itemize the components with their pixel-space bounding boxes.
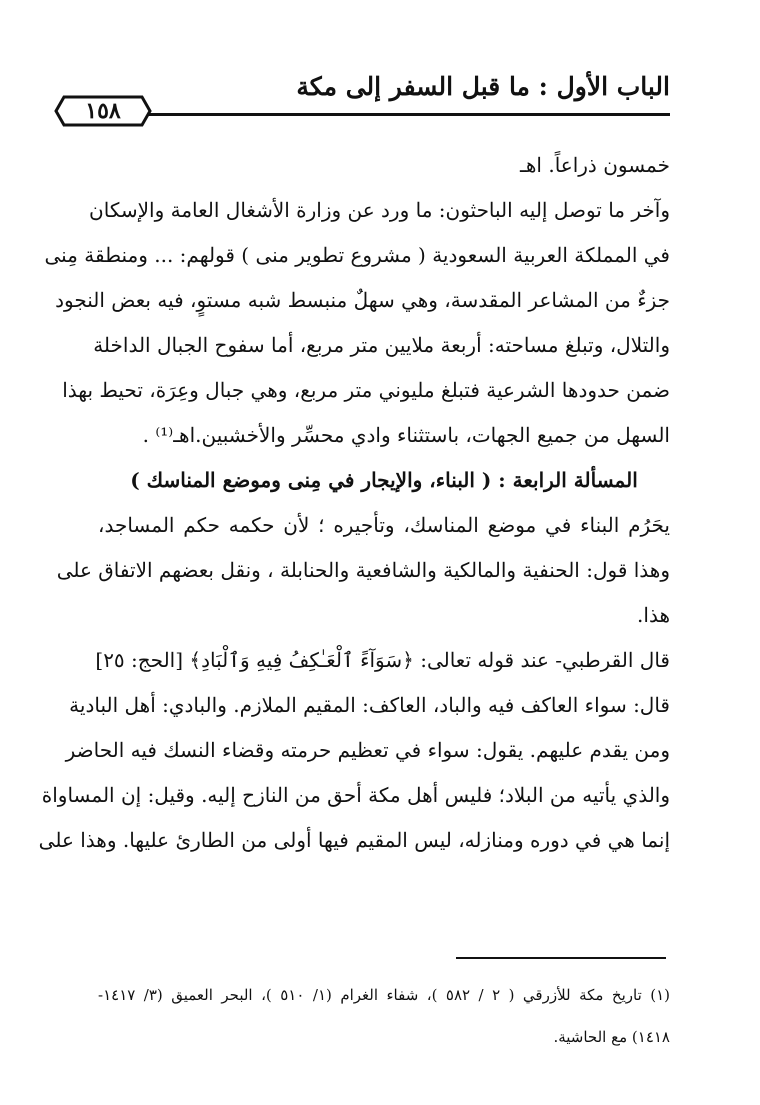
text-line: ضمن حدودها الشرعية فتبلغ مليوني متر مربع، وهي جبال وعِرَة، تحيط بهذا: [62, 378, 670, 402]
text-line: والذي يأتيه من البلاد؛ فليس أهل مكة أحق من النازح إليه. وقيل: إن المساواة: [41, 783, 670, 807]
section-heading: المسألة الرابعة : ( البناء، والإيجار في مِنى وموضع المناسك ): [130, 468, 638, 492]
text-line: وهذا قول: الحنفية والمالكية والشافعية والحنابلة ، ونقل بعضهم الاتفاق على: [56, 558, 670, 582]
text-line: خمسون ذراعاً. اهـ: [520, 153, 670, 177]
main-text: [38, 143, 670, 863]
text-line: السهل من جميع الجهات، باستثناء وادي محسِّر والأخشبين.اهـ⁽¹⁾ .: [142, 423, 670, 447]
text-line: جزءٌ من المشاعر المقدسة، وهي سهلٌ منبسط شبه مستوٍ، فيه بعض النجود: [55, 288, 670, 312]
text-line: ومن يقدم عليهم. يقول: سواء في تعظيم حرمته وقضاء النسك فيه الحاضر: [65, 738, 670, 762]
text-line: هذا.: [637, 603, 670, 627]
text-line: في المملكة العربية السعودية ( مشروع تطوير منى ) قولهم: ... ومنطقة مِنى: [44, 243, 670, 267]
text-line: قال: سواء العاكف فيه والباد، العاكف: المقيم الملازم. والبادي: أهل البادية: [69, 693, 670, 717]
footnote-rule: [456, 957, 666, 959]
footnotes: [98, 974, 670, 1058]
text-line: والتلال، وتبلغ مساحته: أربعة ملايين متر مربع، أما سفوح الجبال الداخلة: [93, 333, 670, 357]
footnote-line: ١٤١٨) مع الحاشية.: [553, 1028, 670, 1046]
header-rule: [100, 113, 670, 116]
text-line: وآخر ما توصل إليه الباحثون: ما ورد عن وزارة الأشغال العامة والإسكان: [89, 198, 670, 222]
quran-quote-line: قال القرطبي- عند قوله تعالى: ﴿سَوَآءً ٱلْعَـٰكِفُ فِيهِ وَٱلْبَادِ﴾ [الحج: ٢٥]: [95, 648, 670, 672]
text-line: إنما هي في دوره ومنازله، ليس المقيم فيها أولى من الطارئ عليها. وهذا على: [38, 828, 670, 852]
page-number: ١٥٨: [85, 98, 121, 124]
running-header-title: الباب الأول : ما قبل السفر إلى مكة: [296, 72, 670, 101]
page-number-badge: [54, 94, 152, 128]
text-line: يحَرُم البناء في موضع المناسك، وتأجيره ؛ لأن حكمه حكم المساجد،: [98, 513, 670, 537]
footnote-line: (١) تاريخ مكة للأزرقي ( ٢ / ٥٨٢ )، شفاء الغرام (١/ ٥١٠ )، البحر العميق (٣/ ١٤١٧-: [98, 986, 670, 1004]
